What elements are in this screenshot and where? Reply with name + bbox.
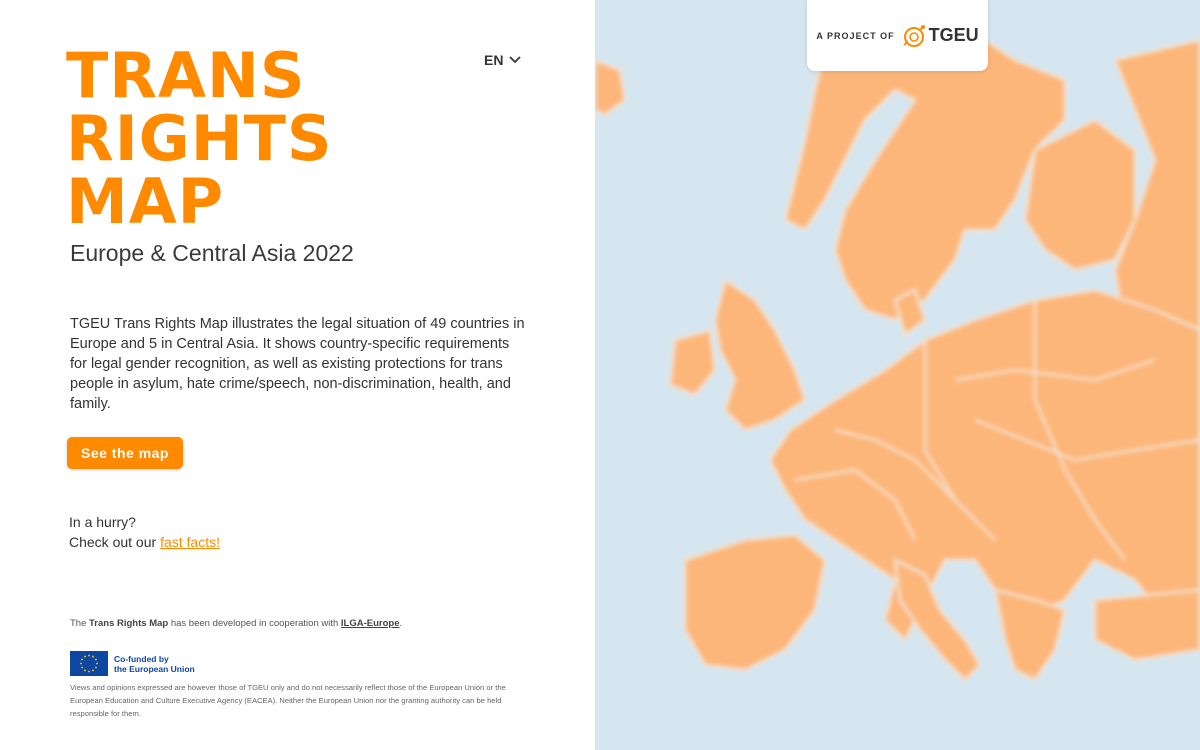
hurry-question: In a hurry? [69,514,136,530]
intro-panel [0,0,595,750]
coop-suffix: . [399,618,403,629]
project-badge[interactable] [807,0,988,71]
page-title-line-1: TRANS [66,39,306,112]
tgeu-logo-icon [901,23,927,49]
fast-facts-link[interactable]: fast facts! [160,534,220,550]
tgeu-logo [901,23,979,49]
coop-middle: has been developed in cooperation with [168,618,341,629]
eu-line-1: Co-funded by [114,653,169,664]
eu-line-2: the European Union [114,663,195,674]
hurry-block [69,512,220,552]
coop-prefix: The [70,618,90,629]
language-selector[interactable] [484,52,521,68]
cooperation-note [70,618,402,629]
see-the-map-button[interactable]: See the map [67,437,183,469]
badge-label: A PROJECT OF [816,30,895,41]
page-title-line-2: RIGHTS [66,102,333,175]
hurry-prefix: Check out our [69,534,161,550]
eu-flag-icon [70,651,108,676]
page-title-line-3: MAP [66,165,225,238]
map-background [595,0,1200,750]
language-code: EN [484,52,504,68]
eu-funding-label [114,654,195,674]
coop-project-name: Trans Rights Map [89,618,169,629]
hurry-line [69,532,220,552]
europe-map[interactable] [595,0,1200,750]
ilga-europe-link[interactable]: ILGA-Europe [340,618,400,629]
intro-text: TGEU Trans Rights Map illustrates the legal situation of 49 countries in Europe and 5 in Central Asia. It shows country-specific requirements for legal gender recognition, as well as existing protections for trans people in asylum, hate crime/speech, non-discrimination, health, and family. [70,316,525,412]
page-subtitle: Europe & Central Asia 2022 [70,240,354,266]
tgeu-wordmark: TGEU [928,25,979,45]
eu-funding [70,651,195,676]
chevron-down-icon [509,56,521,64]
eu-disclaimer: Views and opinions expressed are however those of TGEU only and do not necessarily reflect those of the European Union or the European Education and Culture Executive Agency (EACEA). Neither the European Union nor the granting authority can be held responsible for them. [70,683,506,718]
